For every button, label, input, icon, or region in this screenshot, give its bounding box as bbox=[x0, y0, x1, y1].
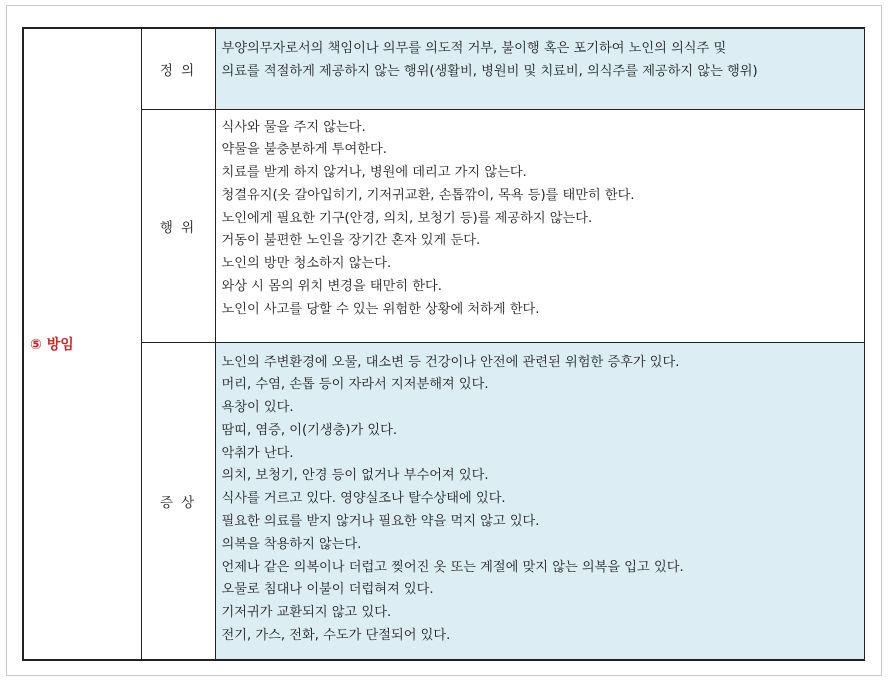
row-label-behavior: 행 위 bbox=[141, 109, 215, 342]
definition-line: 의료를 적절하게 제공하지 않는 행위(생활비, 병원비 및 치료비, 의식주를 제공하지 않는 행위) bbox=[221, 63, 758, 79]
symptom-line: 땀띠, 염증, 이(기생충)가 있다. bbox=[221, 422, 398, 438]
behavior-line: 약물을 불충분하게 투여한다. bbox=[221, 142, 387, 158]
symptom-line: 의복을 착용하지 않는다. bbox=[221, 536, 362, 552]
symptom-line: 의치, 보청기, 안경 등이 없거나 부수어져 있다. bbox=[221, 468, 489, 484]
category-label: ⑤ 방임 bbox=[30, 337, 74, 353]
symptom-line: 필요한 의료를 받지 않거나 필요한 약을 먹지 않고 있다. bbox=[221, 514, 540, 530]
symptom-line: 노인의 주변환경에 오물, 대소변 등 건강이나 안전에 관련된 위험한 증후가 있다. bbox=[221, 354, 680, 370]
symptom-line: 오물로 침대나 이불이 더럽혀져 있다. bbox=[221, 582, 434, 598]
symptoms-content bbox=[215, 342, 864, 660]
symptom-line: 악취가 난다. bbox=[221, 445, 294, 461]
behavior-line: 노인의 방만 청소하지 않는다. bbox=[221, 256, 392, 272]
neglect-table bbox=[22, 27, 865, 661]
behavior-line: 식사와 물을 주지 않는다. bbox=[221, 119, 366, 135]
symptom-line: 머리, 수염, 손톱 등이 자라서 지저분해져 있다. bbox=[221, 377, 489, 393]
behavior-line: 치료를 받게 하지 않거나, 병원에 데리고 가지 않는다. bbox=[221, 165, 527, 181]
behavior-line: 노인에게 필요한 기구(안경, 의치, 보청기 등)를 제공하지 않는다. bbox=[221, 210, 593, 226]
symptom-line: 언제나 같은 의복이나 더럽고 찢어진 옷 또는 계절에 맞지 않는 의복을 입고 있다. bbox=[221, 559, 684, 575]
symptom-line: 전기, 가스, 전화, 수도가 단절되어 있다. bbox=[221, 628, 451, 644]
category-cell bbox=[23, 28, 141, 660]
row-label-definition: 정 의 bbox=[141, 28, 215, 109]
symptom-line: 식사를 거르고 있다. 영양실조나 탈수상태에 있다. bbox=[221, 491, 506, 507]
behavior-line: 거동이 불편한 노인을 장기간 혼자 있게 둔다. bbox=[221, 233, 481, 249]
symptom-line: 기저귀가 교환되지 않고 있다. bbox=[221, 605, 392, 621]
definition-content bbox=[215, 28, 864, 109]
row-label-symptoms: 증 상 bbox=[141, 342, 215, 660]
behavior-line: 청결유지(옷 갈아입히기, 기저귀교환, 손톱깎이, 목욕 등)를 태만히 한다. bbox=[221, 187, 635, 203]
definition-line: 부양의무자로서의 책임이나 의무를 의도적 거부, 불이행 혹은 포기하여 노인의 의식주 및 bbox=[221, 41, 727, 56]
behavior-content bbox=[215, 109, 864, 342]
behavior-line: 노인이 사고를 당할 수 있는 위험한 상황에 처하게 한다. bbox=[221, 301, 540, 317]
behavior-line: 와상 시 몸의 위치 변경을 태만히 한다. bbox=[221, 279, 442, 295]
symptom-line: 욕창이 있다. bbox=[221, 400, 294, 416]
